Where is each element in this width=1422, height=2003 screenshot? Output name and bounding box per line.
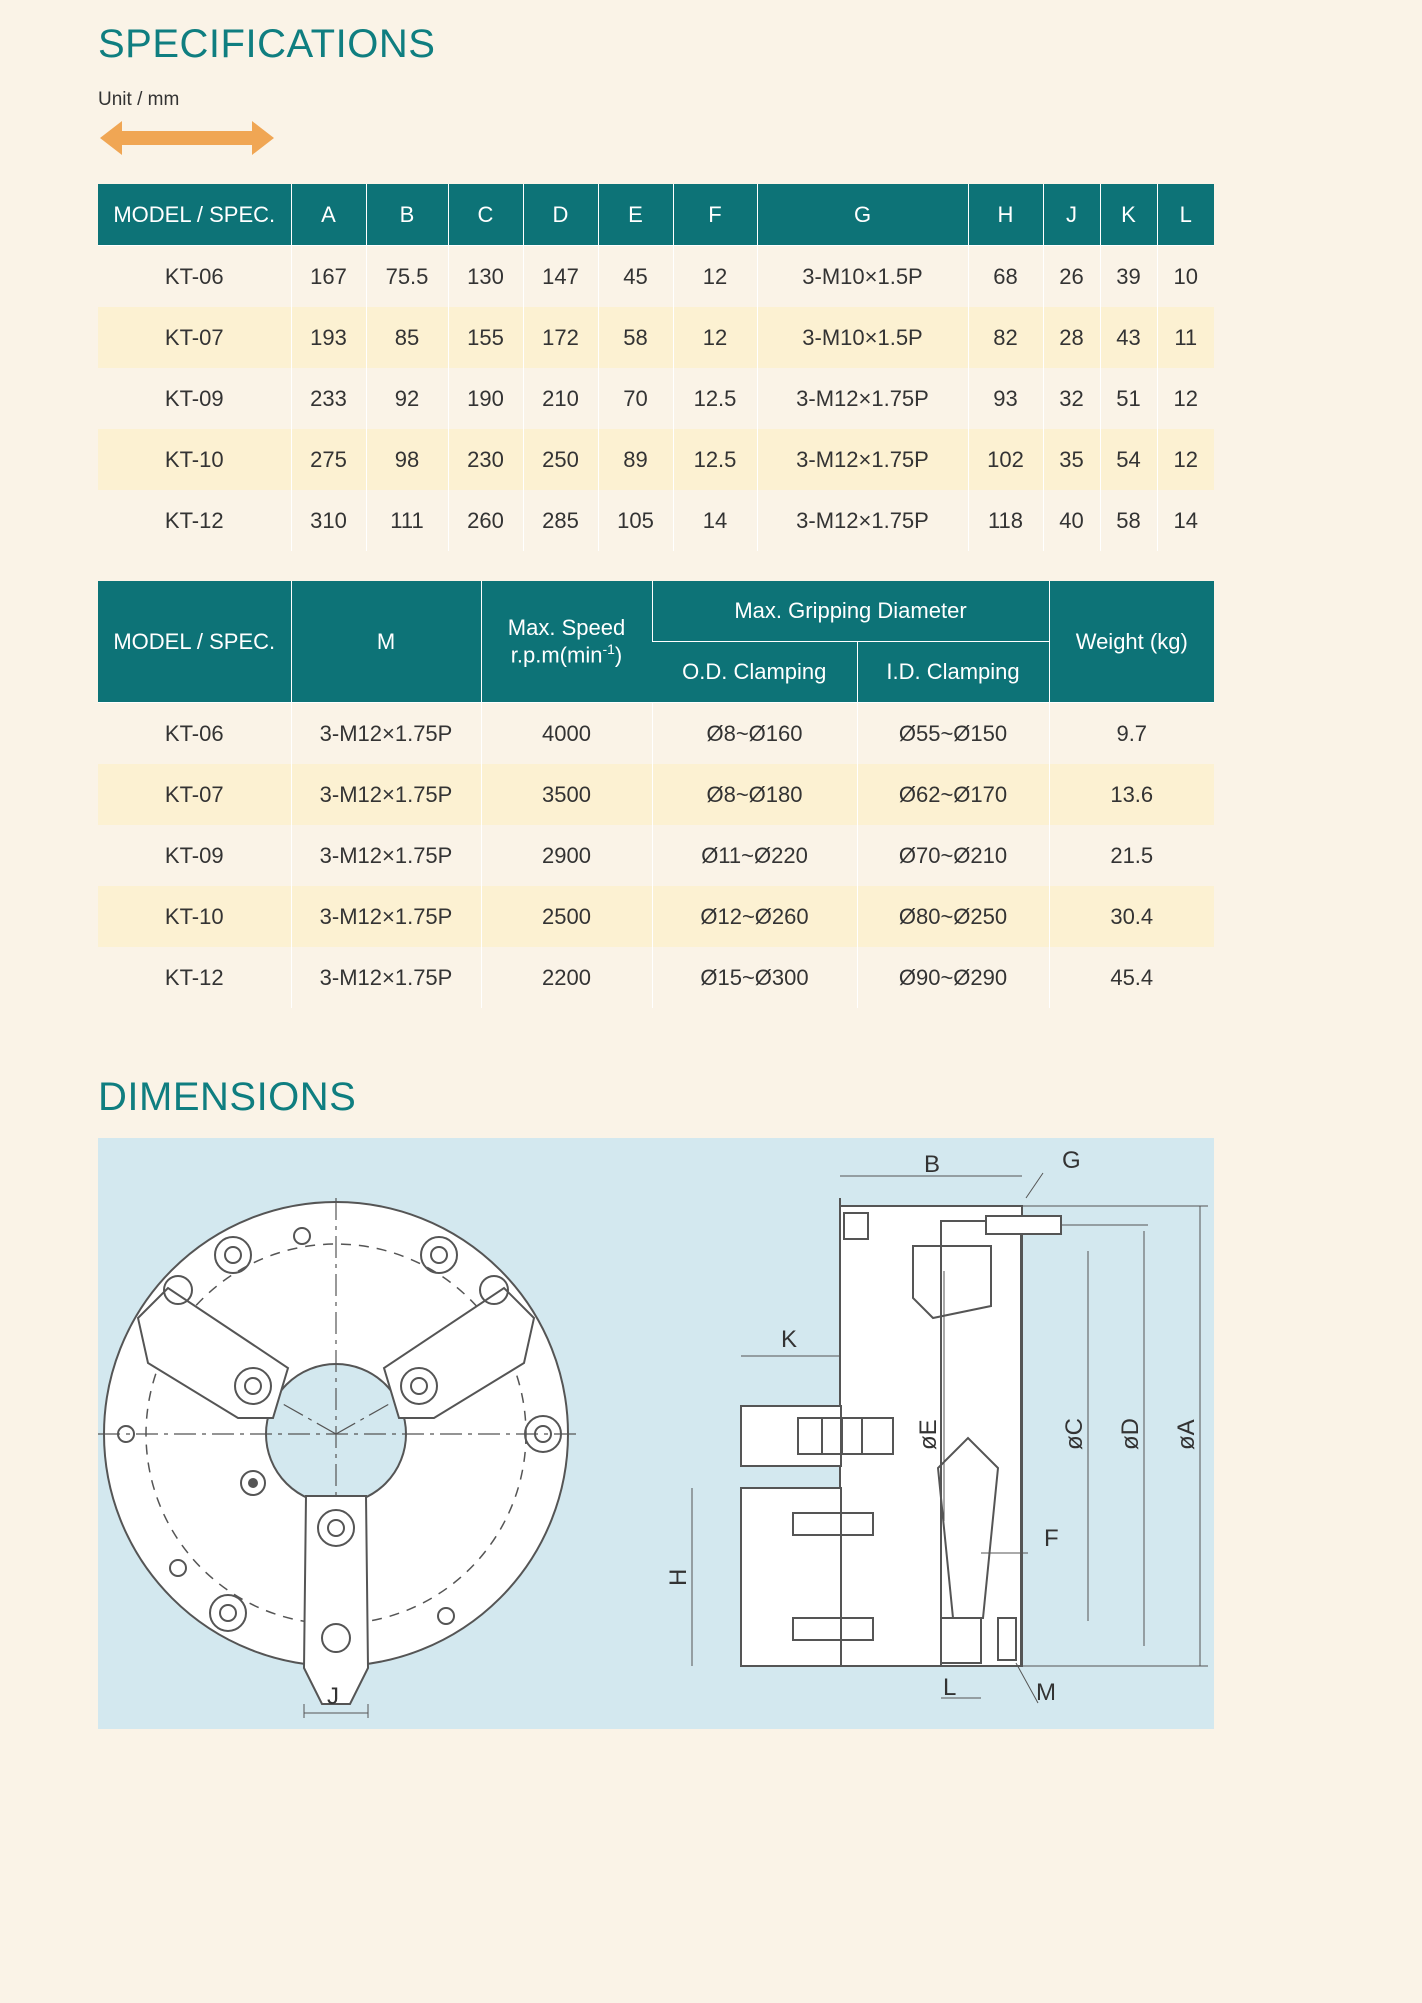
specifications-title: SPECIFICATIONS [98, 22, 436, 66]
table-cell: 102 [968, 429, 1043, 490]
table-cell: 58 [598, 307, 673, 368]
header-col-11: L [1157, 184, 1214, 246]
table-cell: KT-09 [98, 825, 291, 886]
table-row [98, 947, 1214, 1008]
table-cell: 3500 [481, 764, 652, 825]
table-cell: 89 [598, 429, 673, 490]
table-cell: Ø11~Ø220 [652, 825, 857, 886]
table-cell: 12 [1157, 429, 1214, 490]
table-cell: Ø15~Ø300 [652, 947, 857, 1008]
table-row [98, 246, 1214, 308]
header-col-4: D [523, 184, 598, 246]
table-cell: 233 [291, 368, 366, 429]
table-cell: 3-M10×1.5P [757, 307, 968, 368]
unit-label: Unit / mm [98, 89, 180, 110]
table-cell: 14 [673, 490, 757, 551]
header-col-9: J [1043, 184, 1100, 246]
table-cell: 12.5 [673, 429, 757, 490]
table-cell: 39 [1100, 246, 1157, 308]
table-cell: 210 [523, 368, 598, 429]
double-arrow-icon [100, 118, 274, 158]
label-g: G [1062, 1147, 1081, 1174]
table-cell: 32 [1043, 368, 1100, 429]
table-cell: 3-M10×1.5P [757, 246, 968, 308]
table-cell: KT-12 [98, 490, 291, 551]
label-b: B [924, 1151, 941, 1178]
label-m: M [1036, 1679, 1056, 1706]
table-cell: KT-12 [98, 947, 291, 1008]
table-cell: Ø90~Ø290 [857, 947, 1049, 1008]
header-col-5: E [598, 184, 673, 246]
table-cell: 118 [968, 490, 1043, 551]
dimensions-title: DIMENSIONS [98, 1075, 357, 1119]
table-cell: 2200 [481, 947, 652, 1008]
table-row [98, 368, 1214, 429]
table-cell: 51 [1100, 368, 1157, 429]
table-row [98, 429, 1214, 490]
table-cell: Ø8~Ø180 [652, 764, 857, 825]
table-cell: 4000 [481, 703, 652, 765]
table-cell: 26 [1043, 246, 1100, 308]
speed-unit-text: r.p.m(min [510, 642, 603, 668]
table-row [98, 886, 1214, 947]
table-cell: 35 [1043, 429, 1100, 490]
table-cell: 105 [598, 490, 673, 551]
table-cell: Ø62~Ø170 [857, 764, 1049, 825]
table-cell: 13.6 [1049, 764, 1214, 825]
table-cell: 111 [366, 490, 448, 551]
table-cell: Ø8~Ø160 [652, 703, 857, 765]
table-cell: 9.7 [1049, 703, 1214, 765]
table-cell: 40 [1043, 490, 1100, 551]
table-cell: 230 [448, 429, 523, 490]
header-col-10: K [1100, 184, 1157, 246]
label-e: øE [915, 1419, 942, 1450]
table-cell: 58 [1100, 490, 1157, 551]
gripping-table [98, 581, 1214, 1008]
header-m: M [291, 581, 481, 703]
header-col-8: H [968, 184, 1043, 246]
max-speed-line2 [482, 641, 652, 668]
table-cell: 30.4 [1049, 886, 1214, 947]
table-cell: Ø80~Ø250 [857, 886, 1049, 947]
header-col-1: A [291, 184, 366, 246]
label-j: J [327, 1683, 339, 1710]
table-cell: 12 [673, 246, 757, 308]
label-l: L [943, 1674, 957, 1701]
table-cell: 45.4 [1049, 947, 1214, 1008]
table-cell: KT-10 [98, 429, 291, 490]
table-cell: 28 [1043, 307, 1100, 368]
table-cell: 10 [1157, 246, 1214, 308]
label-f: F [1044, 1525, 1059, 1552]
table-cell: 130 [448, 246, 523, 308]
max-speed-line1: Max. Speed [507, 614, 626, 640]
label-a: øA [1173, 1419, 1200, 1450]
table-cell: 190 [448, 368, 523, 429]
table-cell: 285 [523, 490, 598, 551]
table-cell: 3-M12×1.75P [291, 764, 481, 825]
speed-unit-sup: -1 [602, 640, 615, 657]
label-d: øD [1117, 1418, 1144, 1450]
table-cell: 3-M12×1.75P [291, 825, 481, 886]
table-cell: Ø12~Ø260 [652, 886, 857, 947]
table-cell: 82 [968, 307, 1043, 368]
table-cell: 3-M12×1.75P [757, 429, 968, 490]
table-cell: KT-06 [98, 246, 291, 308]
table-cell: 2900 [481, 825, 652, 886]
table-cell: 172 [523, 307, 598, 368]
table-cell: 12 [673, 307, 757, 368]
table-cell: 155 [448, 307, 523, 368]
header-col-3: C [448, 184, 523, 246]
table-cell: 250 [523, 429, 598, 490]
table-cell: 21.5 [1049, 825, 1214, 886]
table-row [98, 307, 1214, 368]
table-cell: 70 [598, 368, 673, 429]
header-id-clamping: I.D. Clamping [857, 642, 1049, 703]
header-model: MODEL / SPEC. [98, 184, 291, 246]
table-cell: 43 [1100, 307, 1157, 368]
table-cell: Ø55~Ø150 [857, 703, 1049, 765]
specifications-table [98, 184, 1214, 551]
dimensions-diagram [98, 1138, 1214, 1729]
table-cell: 3-M12×1.75P [757, 368, 968, 429]
table-cell: 85 [366, 307, 448, 368]
table-cell: 3-M12×1.75P [291, 703, 481, 765]
header-max-speed [481, 581, 652, 703]
table-cell: 12.5 [673, 368, 757, 429]
table-cell: KT-07 [98, 764, 291, 825]
table-cell: 310 [291, 490, 366, 551]
speed-unit-close: ) [614, 642, 623, 668]
table-row [98, 490, 1214, 551]
table-cell: 260 [448, 490, 523, 551]
table-row [98, 703, 1214, 765]
table-cell: 98 [366, 429, 448, 490]
header-model: MODEL / SPEC. [98, 581, 291, 703]
label-k: K [781, 1326, 798, 1353]
table-cell: 2500 [481, 886, 652, 947]
header-col-2: B [366, 184, 448, 246]
table-cell: KT-09 [98, 368, 291, 429]
label-h: H [665, 1568, 692, 1586]
table-cell: 193 [291, 307, 366, 368]
header-col-6: F [673, 184, 757, 246]
table-cell: 12 [1157, 368, 1214, 429]
table-row [98, 764, 1214, 825]
table-row [98, 825, 1214, 886]
table-cell: 167 [291, 246, 366, 308]
table-cell: KT-06 [98, 703, 291, 765]
table-cell: 92 [366, 368, 448, 429]
table-cell: 3-M12×1.75P [291, 947, 481, 1008]
header-od-clamping: O.D. Clamping [652, 642, 857, 703]
table-cell: 14 [1157, 490, 1214, 551]
table-cell: 68 [968, 246, 1043, 308]
table-cell: KT-07 [98, 307, 291, 368]
table-cell: 147 [523, 246, 598, 308]
table-cell: 75.5 [366, 246, 448, 308]
table-cell: 54 [1100, 429, 1157, 490]
chuck-drawing [98, 1138, 1214, 1729]
header-max-gripping: Max. Gripping Diameter [652, 581, 1049, 642]
table-cell: Ø70~Ø210 [857, 825, 1049, 886]
table-cell: 3-M12×1.75P [291, 886, 481, 947]
table-cell: 3-M12×1.75P [757, 490, 968, 551]
table-header-row [98, 184, 1214, 246]
table-cell: 11 [1157, 307, 1214, 368]
table-cell: 45 [598, 246, 673, 308]
header-col-7: G [757, 184, 968, 246]
table-cell: KT-10 [98, 886, 291, 947]
table-cell: 93 [968, 368, 1043, 429]
table-cell: 275 [291, 429, 366, 490]
label-c: øC [1061, 1418, 1088, 1450]
header-weight: Weight (kg) [1049, 581, 1214, 703]
